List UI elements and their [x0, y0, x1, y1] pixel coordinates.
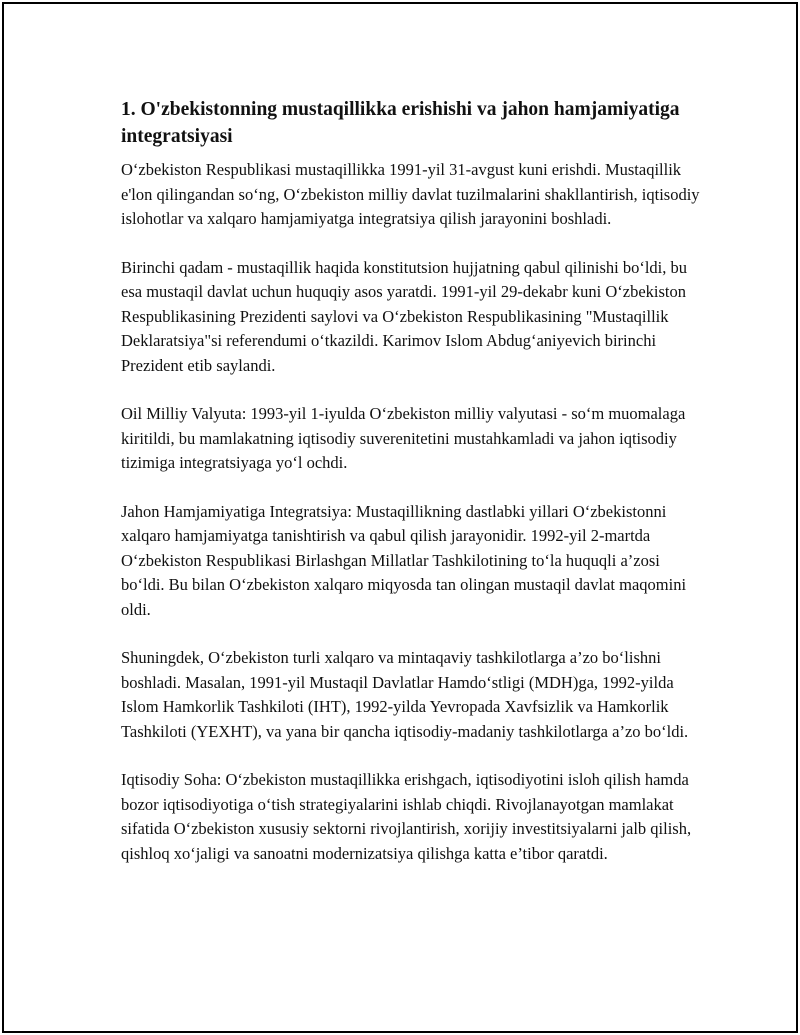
paragraph-organizations: Shuningdek, O‘zbekiston turli xalqaro va mintaqaviy tashkilotlarga a’zo bo‘lishni boshladi. Masalan, 1991-yil Mustaqil Davlatlar Hamdo‘stligi (MDH)ga, 1992-yilda Islom Hamkorlik Tashkiloti (IHT), 1992-yilda Yevropada Xavfsizlik va Hamkorlik Tashkiloti (YEXHT), va yana bir qancha iqtisodiy-madaniy tashkilotlarga a’zo bo‘ldi.	[121, 648, 689, 741]
paragraph-independence: O‘zbekiston Respublikasi mustaqillikka 1991-yil 31-avgust kuni erishdi. Mustaqillik e'lon qilingandan so‘ng, O‘zbekiston milliy davlat tuzilmalarini shakllantirish, iqtisodiy islohotlar va xalqaro hamjamiyatga integratsiya qilish jarayonini boshladi.	[121, 160, 700, 228]
document-title: 1. O'zbekistonning mustaqillikka erishishi va jahon hamjamiyatiga integratsiyasi	[121, 99, 680, 147]
document-page	[2, 2, 798, 1033]
paragraph-economy: Iqtisodiy Soha: O‘zbekiston mustaqillikka erishgach, iqtisodiyotini isloh qilish hamda bozor iqtisodiyotiga o‘tish strategiyalarini ishlab chiqdi. Rivojlanayotgan mamlakat sifatida O‘zbekiston xususiy sektorni rivojlantirish, xorijiy investitsiyalarni jalb qilish, qishloq xo‘jaligi va sanoatni modernizatsiya qilishga katta e’tibor qaratdi.	[121, 770, 692, 863]
paragraph-national-currency: Oil Milliy Valyuta: 1993-yil 1-iyulda O‘zbekiston milliy valyutasi - so‘m muomalaga kiritildi, bu mamlakatning iqtisodiy suverenitetini mustahkamladi va jahon iqtisodiy tizimiga integratsiyaga yo‘l ochdi.	[121, 404, 686, 472]
paragraph-world-integration: Jahon Hamjamiyatiga Integratsiya: Mustaqillikning dastlabki yillari O‘zbekistonni xalqaro hamjamiyatga tanishtirish va qabul qilish jarayonidir. 1992-yil 2-martda O‘zbekiston Respublikasi Birlashgan Millatlar Tashkilotining to‘la huquqli a’zosi bo‘ldi. Bu bilan O‘zbekiston xalqaro miqyosda tan olingan mustaqil davlat maqomini oldi.	[121, 501, 687, 619]
document-content	[121, 96, 701, 866]
paragraph-first-step: Birinchi qadam - mustaqillik haqida konstitutsion hujjatning qabul qilinishi bo‘ldi, bu esa mustaqil davlat uchun huquqiy asos yaratdi. 1991-yil 29-dekabr kuni O‘zbekiston Respublikasining Prezidenti saylovi va O‘zbekiston Respublikasining "Mustaqillik Deklaratsiya"si referendumi o‘tkazildi. Karimov Islom Abdug‘aniyevich birinchi Prezident etib saylandi.	[121, 257, 687, 375]
